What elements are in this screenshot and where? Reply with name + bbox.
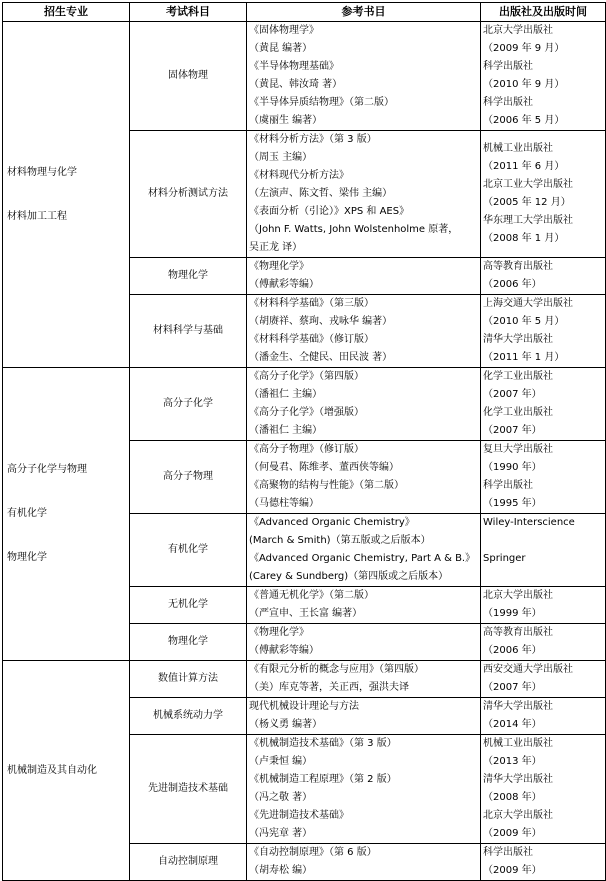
publisher-line: 科学出版社 bbox=[483, 480, 533, 491]
publisher-line: （2006 年） bbox=[483, 645, 542, 656]
publisher-line: 机械工业出版社 bbox=[483, 738, 553, 749]
publisher-line: 北京大学出版社 bbox=[483, 810, 553, 821]
header-major: 招生专业 bbox=[3, 3, 130, 22]
table-row bbox=[3, 22, 606, 131]
major-name: 机械制造及其自动化 bbox=[7, 764, 97, 776]
publisher-line: 清华大学出版社 bbox=[483, 334, 553, 345]
book-line: 《先进制造技术基础》 bbox=[249, 810, 349, 821]
publisher-cell bbox=[481, 587, 606, 624]
book-line: 《表面分析（引论）》XPS 和 AES》 bbox=[249, 206, 410, 217]
book-line: 《普通无机化学》（第二版） bbox=[249, 590, 374, 601]
book-line: (Carey & Sundberg)（第四版或之后版本） bbox=[249, 571, 449, 582]
publisher-line: （2008 年） bbox=[483, 792, 542, 803]
book-line: 《材料分析方法》（第 3 版） bbox=[249, 134, 377, 145]
table-body bbox=[3, 22, 606, 881]
major-spacer bbox=[7, 523, 127, 549]
publisher-line: 西安交通大学出版社 bbox=[483, 664, 573, 675]
book-line: 《半导体异质结物理》（第二版） bbox=[249, 97, 394, 108]
subject-cell: 机械系统动力学 bbox=[130, 698, 247, 735]
publisher-cell bbox=[481, 295, 606, 368]
publisher-line: （2009 年） bbox=[483, 865, 542, 876]
publisher-line: （2006 年 5 月） bbox=[483, 115, 565, 126]
publisher-line: （2007 年） bbox=[483, 425, 542, 436]
subject-cell: 材料科学与基础 bbox=[130, 295, 247, 368]
subject-cell: 物理化学 bbox=[130, 624, 247, 661]
book-line: 《机械制造技术基础》（第 3 版） bbox=[249, 738, 397, 749]
major-cell bbox=[3, 368, 130, 661]
publisher-line: 北京大学出版社 bbox=[483, 590, 553, 601]
book-line: 《高分子化学》（第四版） bbox=[249, 371, 364, 382]
publisher-cell bbox=[481, 131, 606, 258]
publisher-line: 化学工业出版社 bbox=[483, 407, 553, 418]
book-line: 《材料现代分析方法》 bbox=[249, 170, 349, 181]
books-cell bbox=[247, 587, 481, 624]
publisher-line: （2013 年） bbox=[483, 756, 542, 767]
publisher-line: 清华大学出版社 bbox=[483, 774, 553, 785]
book-line: （黄昆、韩汝琦 著） bbox=[249, 79, 343, 90]
book-line: （胡寿松 编） bbox=[249, 865, 313, 876]
book-line: （卢秉恒 编） bbox=[249, 756, 313, 767]
header-subject: 考试科目 bbox=[130, 3, 247, 22]
publisher-line: 清华大学出版社 bbox=[483, 701, 553, 712]
publisher-line: （2007 年） bbox=[483, 389, 542, 400]
books-cell bbox=[247, 624, 481, 661]
publisher-line: （1990 年） bbox=[483, 462, 542, 473]
books-cell bbox=[247, 441, 481, 514]
publisher-line bbox=[483, 532, 603, 550]
subject-cell: 无机化学 bbox=[130, 587, 247, 624]
book-line: 《材料科学基础》（第三版） bbox=[249, 298, 374, 309]
book-line: 《物理化学》 bbox=[249, 261, 309, 272]
book-line: （严宣申、王长富 编著） bbox=[249, 608, 363, 619]
book-line: （潘祖仁 主编） bbox=[249, 389, 323, 400]
table-row bbox=[3, 661, 606, 698]
book-line: 《有限元分析的概念与应用》（第四版） bbox=[249, 664, 424, 675]
publisher-line: （2011 年 6 月） bbox=[483, 161, 565, 172]
publisher-line: 华东理工大学出版社 bbox=[483, 215, 573, 226]
book-line: 《物理化学》 bbox=[249, 627, 309, 638]
publisher-line: Wiley-Interscience bbox=[483, 517, 575, 528]
books-cell bbox=[247, 514, 481, 587]
header-books: 参考书目 bbox=[247, 3, 481, 22]
major-cell bbox=[3, 22, 130, 368]
subject-cell: 自动控制原理 bbox=[130, 844, 247, 881]
book-line: （傅献彩等编） bbox=[249, 645, 319, 656]
publisher-line: （2009 年 9 月） bbox=[483, 43, 565, 54]
publisher-cell bbox=[481, 844, 606, 881]
publisher-cell bbox=[481, 368, 606, 441]
books-cell bbox=[247, 295, 481, 368]
book-line: 《半导体物理基础》 bbox=[249, 61, 339, 72]
publisher-line: （2009 年） bbox=[483, 828, 542, 839]
publisher-cell bbox=[481, 258, 606, 295]
subject-cell: 材料分析测试方法 bbox=[130, 131, 247, 258]
publisher-line: （2006 年） bbox=[483, 279, 542, 290]
book-line: （潘金生、仝健民、田民波 著） bbox=[249, 352, 393, 363]
book-line: 吴正龙 译） bbox=[249, 242, 303, 253]
publisher-line: 上海交通大学出版社 bbox=[483, 298, 573, 309]
publisher-line: 科学出版社 bbox=[483, 97, 533, 108]
subject-cell: 物理化学 bbox=[130, 258, 247, 295]
book-line: （黄昆 编著） bbox=[249, 43, 313, 54]
publisher-line: 复旦大学出版社 bbox=[483, 444, 553, 455]
book-line: （胡赓祥、蔡珣、戎咏华 编著） bbox=[249, 316, 393, 327]
major-name: 有机化学 bbox=[7, 508, 47, 519]
book-line: 《高分子物理》（修订版） bbox=[249, 444, 364, 455]
subject-cell: 数值计算方法 bbox=[130, 661, 247, 698]
book-line: （虞丽生 编著） bbox=[249, 115, 323, 126]
publisher-line: 化学工业出版社 bbox=[483, 371, 553, 382]
book-line: 《机械制造工程原理》（第 2 版） bbox=[249, 774, 397, 785]
book-line: 《高分子化学》（增强版） bbox=[249, 407, 364, 418]
book-line: 《材料科学基础》（修订版） bbox=[249, 334, 374, 345]
publisher-line: （1995 年） bbox=[483, 498, 542, 509]
publisher-line: （2005 年 12 月） bbox=[483, 197, 571, 208]
publisher-line: （2010 年 5 月） bbox=[483, 316, 565, 327]
publisher-line: （2007 年） bbox=[483, 682, 542, 693]
reference-book-table bbox=[2, 2, 606, 881]
book-line: （John F. Watts, John Wolstenholme 原著， bbox=[249, 224, 459, 235]
subject-cell: 高分子物理 bbox=[130, 441, 247, 514]
major-spacer bbox=[7, 182, 127, 208]
publisher-line: （2011 年 1 月） bbox=[483, 352, 565, 363]
book-line: (March & Smith)（第五版或之后版本） bbox=[249, 535, 431, 546]
publisher-line: Springer bbox=[483, 553, 526, 564]
book-line: （冯之敬 著） bbox=[249, 792, 313, 803]
publisher-cell bbox=[481, 698, 606, 735]
publisher-line: （2014 年） bbox=[483, 719, 542, 730]
books-cell bbox=[247, 258, 481, 295]
books-cell bbox=[247, 844, 481, 881]
book-line: 《Advanced Organic Chemistry》 bbox=[249, 517, 415, 528]
book-line: 《Advanced Organic Chemistry, Part A & B.》 bbox=[249, 553, 476, 564]
publisher-line: 高等教育出版社 bbox=[483, 261, 553, 272]
subject-cell: 固体物理 bbox=[130, 22, 247, 131]
table-row bbox=[3, 368, 606, 441]
books-cell bbox=[247, 735, 481, 844]
publisher-line: 科学出版社 bbox=[483, 61, 533, 72]
publisher-cell bbox=[481, 661, 606, 698]
books-cell bbox=[247, 661, 481, 698]
book-line: （潘祖仁 主编） bbox=[249, 425, 323, 436]
book-line: 《固体物理学》 bbox=[249, 25, 319, 36]
book-line: （左演声、陈文哲、梁伟 主编） bbox=[249, 188, 393, 199]
major-name: 高分子化学与物理 bbox=[7, 464, 87, 475]
book-line: 《高聚物的结构与性能》（第二版） bbox=[249, 480, 404, 491]
subject-cell: 高分子化学 bbox=[130, 368, 247, 441]
publisher-line bbox=[483, 568, 603, 586]
books-cell bbox=[247, 131, 481, 258]
major-cell bbox=[3, 661, 130, 881]
book-line: （傅献彩等编） bbox=[249, 279, 319, 290]
major-name: 物理化学 bbox=[7, 552, 47, 563]
book-line: 现代机械设计理论与方法 bbox=[249, 701, 359, 712]
books-cell bbox=[247, 698, 481, 735]
publisher-line: （1999 年） bbox=[483, 608, 542, 619]
book-line: （冯宪章 著） bbox=[249, 828, 313, 839]
book-line: （美）库克等著，关正西，强洪夫译 bbox=[249, 682, 409, 693]
subject-cell: 先进制造技术基础 bbox=[130, 735, 247, 844]
header-publisher: 出版社及出版时间 bbox=[481, 3, 606, 22]
book-line: （周玉 主编） bbox=[249, 152, 313, 163]
publisher-line: 北京工业大学出版社 bbox=[483, 179, 573, 190]
book-line: （马德柱等编） bbox=[249, 498, 319, 509]
publisher-line: 高等教育出版社 bbox=[483, 627, 553, 638]
publisher-line: 机械工业出版社 bbox=[483, 143, 553, 154]
books-cell bbox=[247, 368, 481, 441]
book-line: 《自动控制原理》（第 6 版） bbox=[249, 847, 377, 858]
publisher-cell bbox=[481, 441, 606, 514]
publisher-cell bbox=[481, 22, 606, 131]
books-cell bbox=[247, 22, 481, 131]
major-name: 材料物理与化学 bbox=[7, 166, 77, 178]
major-name: 材料加工工程 bbox=[7, 210, 67, 222]
book-line: （何曼君、陈维孝、董西侠等编） bbox=[249, 462, 399, 473]
publisher-cell bbox=[481, 514, 606, 587]
publisher-line: 科学出版社 bbox=[483, 847, 533, 858]
publisher-cell bbox=[481, 735, 606, 844]
publisher-line: 北京大学出版社 bbox=[483, 25, 553, 36]
publisher-line: （2010 年 9 月） bbox=[483, 79, 565, 90]
book-line: （杨义勇 编著） bbox=[249, 719, 323, 730]
header-row bbox=[3, 3, 606, 22]
major-spacer bbox=[7, 479, 127, 505]
subject-cell: 有机化学 bbox=[130, 514, 247, 587]
publisher-cell bbox=[481, 624, 606, 661]
publisher-line: （2008 年 1 月） bbox=[483, 233, 565, 244]
